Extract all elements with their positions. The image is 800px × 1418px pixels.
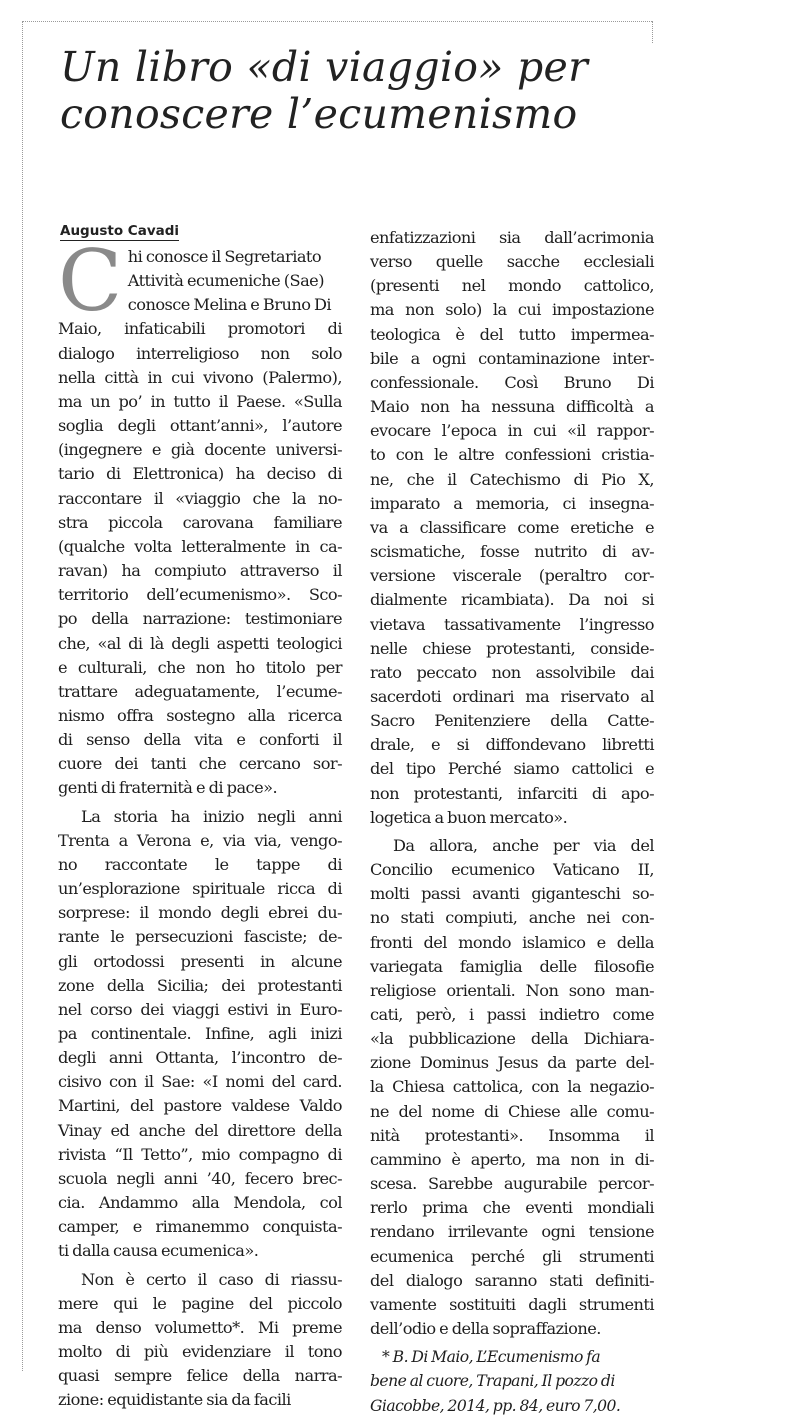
text-line: rante le persecuzioni fasciste; de-: [58, 927, 342, 947]
text-line: scuola negli anni ’40, fecero brec-: [58, 1168, 342, 1188]
text-line: del dialogo saranno stati definiti-: [370, 1270, 654, 1290]
text-line: religiose orientali. Non sono man-: [370, 980, 654, 1000]
text-line: drale, e si diffondevano libretti: [370, 735, 654, 755]
text-line: (ingegnere e già docente universi-: [58, 440, 342, 460]
text-line: (presenti nel mondo cattolico,: [370, 276, 654, 296]
paragraph: [58, 317, 342, 800]
text-line: ravan) ha compiuto attraverso il: [58, 561, 342, 581]
text-line: (qualche volta letteralmente in ca-: [58, 536, 342, 556]
text-line: camper, e rimanemmo conquista-: [58, 1217, 342, 1237]
text-line: trattare adeguatamente, l’ecume-: [58, 681, 342, 701]
footnote-line: bene al cuore, Trapani, Il pozzo di: [370, 1372, 615, 1391]
text-line: ma denso volumetto*. Mi preme: [58, 1317, 342, 1337]
text-line: Attività ecumeniche (Sae): [127, 271, 324, 291]
text-line: del tipo Perché siamo cattolici e: [370, 759, 654, 779]
text-line: molto di più evidenziare il tono: [58, 1342, 342, 1362]
text-line: Concilio ecumenico Vaticano II,: [370, 860, 654, 880]
text-line: Sacro Penitenziere della Catte-: [370, 711, 654, 731]
paragraph: [370, 226, 654, 830]
text-line: to con le altre confessioni cristia-: [370, 445, 654, 465]
text-line: bile a ogni contaminazione inter-: [370, 348, 654, 368]
text-line: no stati compiuti, anche nei con-: [370, 908, 654, 928]
text-line: cammino è aperto, ma non in di-: [370, 1149, 654, 1169]
paragraph: [58, 1268, 342, 1413]
text-line: conosce Melina e Bruno Di: [127, 295, 332, 315]
text-line: imparato a memoria, ci insegna-: [370, 493, 654, 513]
page-border-right: [652, 21, 653, 43]
text-line: evocare l’epoca in cui «il rappor-: [370, 421, 654, 441]
text-line: Non è certo il caso di riassu-: [81, 1269, 342, 1289]
text-line: zione: equidistante sia da facili: [58, 1390, 291, 1410]
text-line: nel corso dei viaggi estivi in Euro-: [58, 999, 342, 1019]
text-line: territorio dell’ecumenismo». Sco-: [58, 585, 342, 605]
text-line: pa continentale. Infine, agli inizi: [58, 1024, 342, 1043]
text-line: po della narrazione: testimoniare: [58, 609, 342, 629]
text-line: Da allora, anche per via del: [393, 835, 654, 855]
page-border-top: [22, 21, 652, 22]
text-line: cia. Andammo alla Mendola, col: [58, 1193, 342, 1213]
text-line: nella città in cui vivono (Palermo),: [58, 367, 342, 387]
text-line: ecumenica perché gli strumenti: [370, 1246, 654, 1266]
text-line: «la pubblicazione della Dichiara-: [370, 1029, 654, 1049]
text-line: un’esplorazione spirituale ricca di: [58, 879, 342, 899]
text-line: no raccontate le tappe di: [58, 854, 342, 874]
text-line: sacerdoti ordinari ma riservato al: [370, 686, 654, 706]
text-line: sorprese: il mondo degli ebrei du-: [58, 903, 342, 923]
text-line: cuore dei tanti che cercano sor-: [58, 754, 342, 774]
text-line: verso quelle sacche ecclesiali: [370, 252, 654, 272]
text-line: genti di fraternità e di pace».: [58, 778, 278, 798]
text-line: Maio non ha nessuna difficoltà a: [370, 397, 654, 417]
text-line: Martini, del pastore valdese Valdo: [58, 1096, 342, 1116]
drop-cap: C: [58, 232, 122, 330]
text-line: va a classificare come eretiche e: [370, 517, 654, 537]
footnote-line: * B. Di Maio, L’Ecumenismo fa: [382, 1348, 601, 1367]
text-line: non protestanti, infarciti di apo-: [370, 783, 654, 803]
text-line: stra piccola carovana familiare: [58, 512, 342, 532]
text-line: e culturali, che non ho titolo per: [58, 657, 342, 677]
text-line: cisivo con il Sae: «I nomi del card.: [58, 1072, 342, 1092]
page-border-left: [22, 21, 23, 1371]
text-line: nelle chiese protestanti, conside-: [370, 638, 654, 658]
text-line: la Chiesa cattolica, con la negazio-: [370, 1077, 654, 1097]
text-line: ne, che il Catechismo di Pio X,: [370, 469, 654, 489]
text-line: vamente sostituiti dagli strumenti: [370, 1294, 654, 1314]
text-line: confessionale. Così Bruno Di: [370, 372, 654, 392]
text-line: dialmente ricambiata). Da noi si: [370, 590, 654, 610]
text-line: hi conosce il Segretariato: [127, 247, 322, 266]
text-line: che, «al di là degli aspetti teologici: [58, 633, 342, 653]
text-line: Maio, infaticabili promotori di: [58, 319, 342, 339]
text-line: zione Dominus Jesus da parte del-: [370, 1053, 654, 1073]
text-line: vietava tassativamente l’ingresso: [370, 614, 654, 634]
footnote: [370, 1345, 654, 1417]
text-line: versione viscerale (peraltro cor-: [370, 566, 654, 586]
text-line: dialogo interreligioso non solo: [58, 343, 342, 363]
text-line: Trenta a Verona e, via via, vengo-: [58, 830, 342, 850]
text-line: dell’odio e della sopraffazione.: [370, 1319, 601, 1339]
text-line: mere qui le pagine del piccolo: [58, 1293, 342, 1313]
text-line: cati, però, i passi indietro come: [370, 1005, 654, 1024]
text-line: raccontare il «viaggio che la no-: [58, 488, 342, 508]
text-line: tario di Elettronica) ha deciso di: [58, 464, 342, 484]
text-line: ma non solo) la cui impostazione: [370, 300, 654, 320]
text-line: quasi sempre felice della narra-: [58, 1366, 342, 1386]
text-line: teologica è del tutto impermea-: [370, 324, 654, 344]
article-headline: Un libro «di viaggio» per conoscere l’ecumenismo: [60, 43, 588, 138]
text-line: rato peccato non assolvibile dai: [370, 662, 654, 682]
text-line: ma un po’ in tutto il Paese. «Sulla: [58, 391, 342, 411]
paragraph: [370, 834, 654, 1341]
text-line: gli ortodossi presenti in alcune: [58, 951, 342, 971]
text-line: rerlo prima che eventi mondiali: [370, 1198, 654, 1218]
right-column: [370, 226, 654, 1418]
left-column: [58, 232, 342, 1413]
text-line: enfatizzazioni sia dall’acrimonia: [370, 228, 654, 247]
author-byline: Augusto Cavadi: [60, 223, 180, 239]
text-line: La storia ha inizio negli anni: [81, 806, 342, 826]
text-line: fronti del mondo islamico e della: [370, 932, 654, 952]
footnote-line: Giacobbe, 2014, pp. 84, euro 7,00.: [370, 1396, 621, 1415]
text-line: zone della Sicilia; dei protestanti: [58, 975, 342, 995]
text-line: degli anni Ottanta, l’incontro de-: [58, 1048, 342, 1068]
text-line: molti passi avanti giganteschi so-: [370, 884, 654, 904]
text-line: soglia degli ottant’anni», l’autore: [58, 416, 342, 436]
paragraph: [58, 805, 342, 1264]
text-line: di senso della vita e conforti il: [58, 730, 342, 750]
text-line: ti dalla causa ecumenica».: [58, 1241, 259, 1261]
text-line: logetica a buon mercato».: [370, 807, 568, 827]
text-line: nismo offra sostegno alla ricerca: [58, 705, 342, 725]
text-line: variegata famiglia delle filosofie: [370, 956, 654, 976]
text-line: rendano irrilevante ogni tensione: [370, 1222, 654, 1242]
text-line: scesa. Sarebbe augurabile percor-: [370, 1174, 654, 1194]
text-line: nità protestanti». Insomma il: [370, 1125, 654, 1145]
text-line: Vinay ed anche del direttore della: [58, 1120, 342, 1140]
text-line: scismatiche, fosse nutrito di av-: [370, 542, 654, 562]
text-line: ne del nome di Chiese alle comu-: [370, 1101, 654, 1121]
text-line: rivista “Il Tetto”, mio compagno di: [58, 1144, 342, 1164]
